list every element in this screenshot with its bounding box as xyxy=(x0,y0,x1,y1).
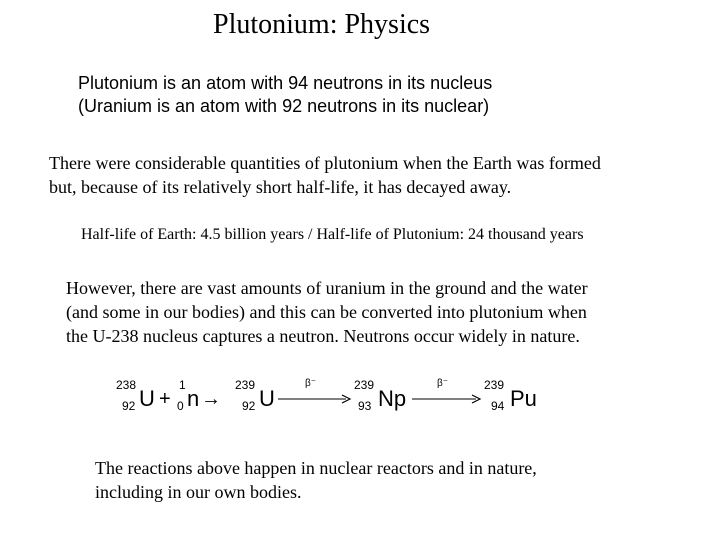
intro-paragraph xyxy=(78,72,492,118)
uranium-line-1: However, there are vast amounts of uranium in the ground and the water xyxy=(66,278,588,298)
neutron-atomic-number: 0 xyxy=(177,399,184,413)
intro-line-2: (Uranium is an atom with 92 neutrons in its nuclear) xyxy=(78,96,490,116)
u239-symbol: U xyxy=(259,386,275,411)
conclusion-line-1: The reactions above happen in nuclear reactors and in nature, xyxy=(95,458,537,478)
reaction-arrow: → xyxy=(201,388,221,410)
np239-mass-number: 239 xyxy=(354,378,375,392)
beta-decay-label-2: β⁻ xyxy=(437,378,449,389)
neutron-symbol: n xyxy=(187,386,200,411)
plus-sign: + xyxy=(159,388,171,410)
conclusion-paragraph xyxy=(95,456,537,504)
np239-symbol: Np xyxy=(378,386,407,411)
pu239-symbol: Pu xyxy=(510,386,537,411)
page-title: Plutonium: Physics xyxy=(213,9,431,40)
pu239-atomic-number: 94 xyxy=(491,399,505,413)
half-life-comparison: Half-life of Earth: 4.5 billion years / Half-life of Plutonium: 24 thousand years xyxy=(81,226,584,243)
np239-atomic-number: 93 xyxy=(358,399,372,413)
u239-atomic-number: 92 xyxy=(242,399,256,413)
pu239-mass-number: 239 xyxy=(484,378,505,392)
u238-atomic-number: 92 xyxy=(122,399,136,413)
u238-mass-number: 238 xyxy=(116,378,137,392)
uranium-paragraph xyxy=(66,276,588,348)
beta-decay-label-1: β⁻ xyxy=(305,378,317,389)
u239-mass-number: 239 xyxy=(235,378,256,392)
uranium-line-2: (and some in our bodies) and this can be converted into plutonium when xyxy=(66,302,587,322)
history-line-1: There were considerable quantities of plutonium when the Earth was formed xyxy=(49,153,601,173)
neutron-mass-number: 1 xyxy=(179,378,186,392)
conclusion-line-2: including in our own bodies. xyxy=(95,482,302,502)
nuclear-reaction-equation xyxy=(108,372,558,416)
history-line-2: but, because of its relatively short half-life, it has decayed away. xyxy=(49,177,512,197)
u238-symbol: U xyxy=(139,386,155,411)
uranium-line-3: the U-238 nucleus captures a neutron. Neutrons occur widely in nature. xyxy=(66,326,580,346)
history-paragraph xyxy=(49,151,601,199)
intro-line-1: Plutonium is an atom with 94 neutrons in its nucleus xyxy=(78,73,493,93)
